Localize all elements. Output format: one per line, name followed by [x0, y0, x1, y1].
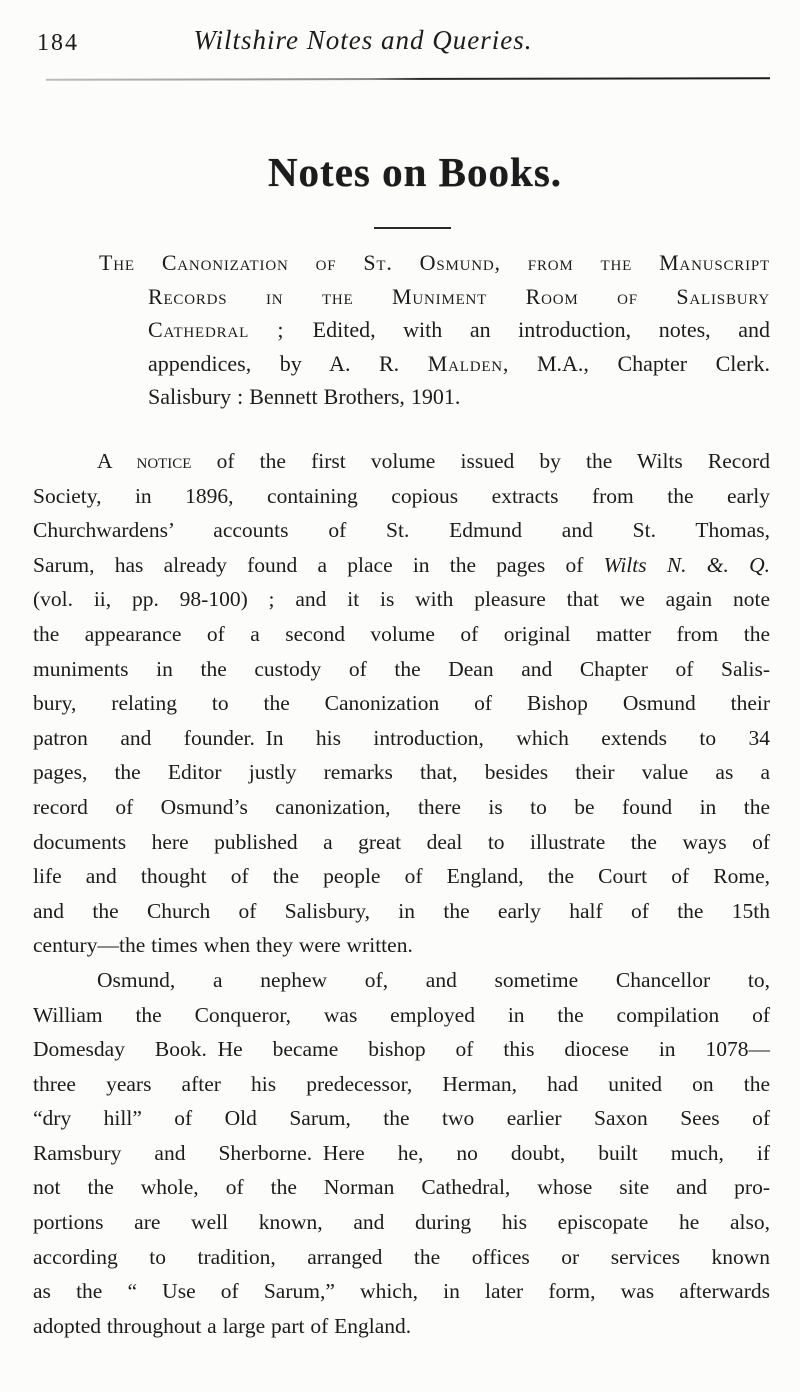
text-run: Society, in 1896, containing copious extracts from the early	[33, 483, 770, 508]
paragraph-2	[33, 963, 770, 1344]
text-line	[33, 548, 770, 583]
text-run: as the “ Use of Sarum,” which, in later form, was afterwards	[33, 1279, 770, 1304]
text-line	[33, 825, 770, 860]
text-run: Wilts N. &. Q.	[603, 552, 770, 577]
text-run: Domesday Book. He became bishop of this diocese in 1078—	[33, 1037, 770, 1062]
text-line	[33, 721, 770, 756]
text-run: Churchwardens’ accounts of St. Edmund and St. Thomas,	[33, 518, 770, 543]
text-line	[33, 1067, 770, 1102]
paragraph-1	[33, 444, 770, 963]
text-line	[33, 1032, 770, 1067]
text-run: bury, relating to the Canonization of Bishop Osmund their	[33, 691, 770, 716]
text-line	[33, 513, 770, 548]
text-run: century—the times when they were written.	[33, 933, 413, 958]
text-line	[33, 859, 770, 894]
text-run: not the whole, of the Norman Cathedral, whose site and pro-	[33, 1175, 770, 1200]
text-run: , M.A., Chapter Clerk.	[502, 350, 770, 376]
title-divider	[374, 227, 451, 229]
text-line	[33, 652, 770, 687]
text-line	[33, 479, 770, 514]
text-run: of the first volume issued by the Wilts Record	[191, 449, 770, 473]
text-run: “dry hill” of Old Sarum, the two earlier Saxon Sees of	[33, 1106, 770, 1131]
text-run: appendices, by A. R.	[148, 350, 428, 376]
text-line	[33, 1136, 770, 1171]
text-run: portions are well known, and during his episcopate he also,	[33, 1210, 770, 1235]
text-run: William the Conqueror, was employed in the compilation of	[33, 1002, 770, 1027]
text-line	[33, 280, 770, 314]
text-run: muniments in the custody of the Dean and Chapter of Salis-	[33, 656, 770, 681]
text-run: Osmund, a nephew of, and sometime Chancellor to,	[97, 967, 770, 992]
text-line	[33, 928, 770, 963]
text-run: A	[97, 449, 137, 473]
text-line	[33, 313, 770, 347]
text-run: and the Church of Salisbury, in the early half of the 15th	[33, 898, 770, 923]
body-text	[33, 444, 770, 1343]
text-line	[33, 246, 770, 280]
text-line	[33, 1170, 770, 1205]
text-run: pages, the Editor justly remarks that, besides their value as a	[33, 760, 770, 785]
text-line	[33, 998, 770, 1033]
text-line	[33, 790, 770, 825]
text-run: The Canonization of St. Osmund, from the Manuscript	[99, 250, 770, 275]
text-line	[33, 1274, 770, 1309]
page-number: 184	[37, 30, 79, 56]
text-line	[33, 1309, 770, 1344]
text-run: Edited, with an introduction, notes, and	[312, 317, 770, 342]
book-citation	[33, 246, 770, 414]
text-run: Ramsbury and Sherborne. Here he, no doubt, built much, if	[33, 1140, 770, 1165]
text-line	[33, 1101, 770, 1136]
text-line	[33, 1205, 770, 1240]
text-run: Salisbury : Bennett Brothers, 1901.	[148, 384, 461, 409]
text-line	[33, 894, 770, 929]
header-rule	[46, 77, 770, 81]
text-run: Cathedral ;	[148, 317, 313, 342]
text-run: Sarum, has already found a place in the pages of	[33, 552, 604, 577]
text-line	[33, 582, 770, 617]
text-line	[33, 444, 770, 479]
text-run: record of Osmund’s canonization, there is to be found in the	[33, 794, 770, 819]
text-run: notice	[136, 449, 192, 473]
text-run: life and thought of the people of England, the Court of Rome,	[33, 864, 770, 889]
section-title: Notes on Books.	[267, 149, 563, 195]
text-run: Malden	[427, 350, 503, 376]
text-run: (vol. ii, pp. 98-100) ; and it is with pleasure that we again note	[33, 587, 770, 612]
text-run: Records in the Muniment Room of Salisbury	[148, 283, 770, 309]
text-run: adopted throughout a large part of England.	[33, 1313, 412, 1338]
text-line	[33, 347, 770, 381]
text-line	[33, 380, 770, 414]
text-run: according to tradition, arranged the offices or services known	[33, 1244, 770, 1269]
running-title: Wiltshire Notes and Queries.	[193, 25, 533, 55]
text-run: three years after his predecessor, Herman, had united on the	[33, 1071, 770, 1096]
text-run: patron and founder. In his introduction, which extends to 34	[33, 725, 770, 750]
text-line	[33, 686, 770, 721]
text-line	[33, 1240, 770, 1275]
text-line	[33, 755, 770, 790]
text-run: the appearance of a second volume of original matter from the	[33, 621, 770, 646]
text-line	[33, 963, 770, 998]
text-run: documents here published a great deal to illustrate the ways of	[33, 829, 770, 854]
text-line	[33, 617, 770, 652]
